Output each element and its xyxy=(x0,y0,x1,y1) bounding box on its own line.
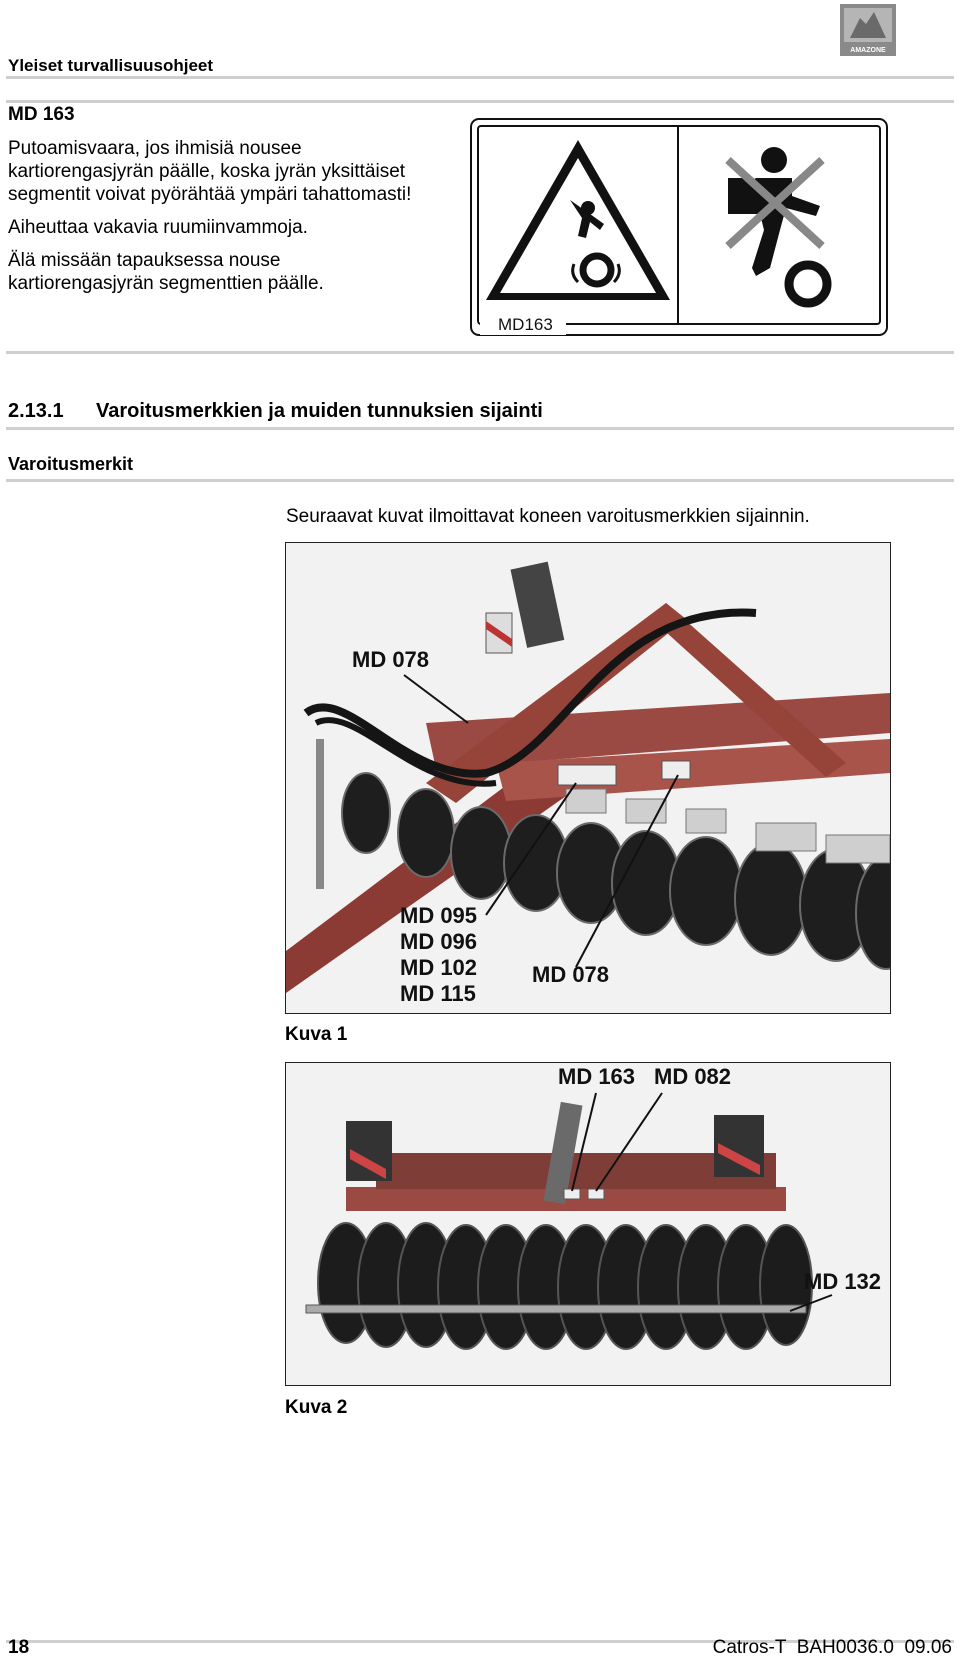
callout-md095: MD 095 xyxy=(400,903,478,928)
md163-block xyxy=(8,102,458,295)
amazone-logo xyxy=(840,4,896,56)
callout-md163: MD 163 xyxy=(558,1064,636,1089)
md163-paragraph-3: Älä missään tapauksessa nouse kartiorengasjyrän segmenttien päälle. xyxy=(8,250,324,294)
callout-md078-bottom: MD 078 xyxy=(532,962,610,987)
section-intro: Seuraavat kuvat ilmoittavat koneen varoitusmerkkien sijainnin. xyxy=(286,506,810,527)
callout-md082: MD 082 xyxy=(654,1064,732,1089)
md163-warning-sign xyxy=(470,118,888,336)
figure-2-photo xyxy=(285,1062,891,1386)
logo-text: AMAZONE xyxy=(850,47,886,54)
document-reference: Catros-T BAH0036.0 09.06 xyxy=(712,1637,952,1658)
subheading-varoitusmerkit: Varoitusmerkit xyxy=(8,454,134,474)
md163-paragraph-2: Aiheuttaa vakavia ruumiinvammoja. xyxy=(8,217,308,238)
md163-sign-label: MD163 xyxy=(498,315,553,334)
figure-1-photo xyxy=(285,542,891,1014)
callout-md132: MD 132 xyxy=(804,1269,882,1294)
page-number: 18 xyxy=(8,1637,30,1658)
callout-md078-top: MD 078 xyxy=(352,647,430,672)
md163-code: MD 163 xyxy=(8,104,75,125)
callout-md096: MD 096 xyxy=(400,929,478,954)
callout-md115: MD 115 xyxy=(400,981,476,1006)
figure-2-caption: Kuva 2 xyxy=(285,1397,348,1418)
section-title: Varoitusmerkkien ja muiden tunnuksien sijainti xyxy=(96,400,543,422)
section-header-title: Yleiset turvallisuusohjeet xyxy=(8,56,214,75)
section-number: 2.13.1 xyxy=(8,400,64,422)
figure-1-caption: Kuva 1 xyxy=(285,1024,348,1045)
md163-paragraph-1: Putoamisvaara, jos ihmisiä nousee kartiorengasjyrän päälle, koska jyrän yksittäiset segmentit voivat pyörähtää ympäri tahattomasti! xyxy=(8,138,412,205)
callout-md102: MD 102 xyxy=(400,955,478,980)
